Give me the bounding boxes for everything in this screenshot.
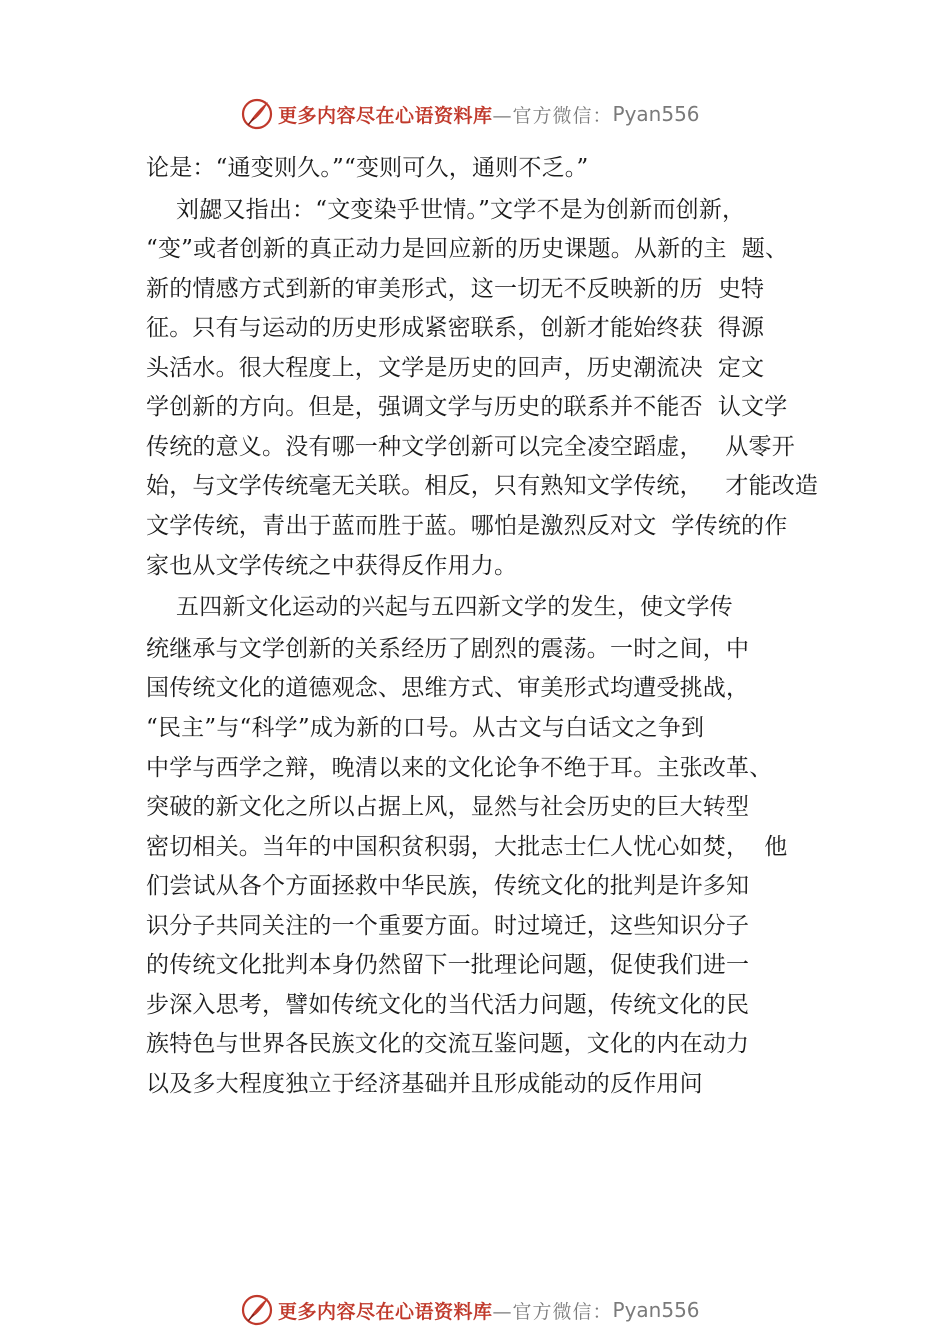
text-line: 始，与文学传统毫无关联。相反，只有熟知文学传统， 才能改造 [146, 473, 819, 499]
watermark-id: Pyan556 [612, 1298, 700, 1322]
text-line: “民主”与“科学”成为新的口号。从古文与白话文之争到 [146, 715, 705, 741]
text-line: 识分子共同关注的一个重要方面。时过境迁，这些知识分子 [146, 913, 750, 939]
text-line: 文学传统，青出于蓝而胜于蓝。哪怕是激烈反对文 学传统的作 [146, 513, 788, 539]
feather-logo-icon [240, 1293, 274, 1327]
text-line: 五四新文化运动的兴起与五四新文学的发生，使文学传 [146, 594, 733, 620]
text-line: 征。只有与运动的历史形成紧密联系，创新才能始终获 得源 [146, 315, 765, 341]
text-line: 步深入思考，譬如传统文化的当代活力问题，传统文化的民 [146, 992, 750, 1018]
text-line: 国传统文化的道德观念、思维方式、审美形式均遭受挑战， [146, 675, 750, 701]
text-line: 刘勰又指出：“文变染乎世情。”文学不是为创新而创新， [146, 197, 746, 223]
watermark-brand: 更多内容尽在心语资料库 [278, 1300, 493, 1323]
text-line: 新的情感方式到新的审美形式，这一切无不反映新的历 史特 [146, 276, 765, 302]
text-line: 族特色与世界各民族文化的交流互鉴问题，文化的内在动力 [146, 1031, 750, 1057]
feather-logo-icon [240, 97, 274, 131]
footer-watermark [240, 1293, 700, 1327]
text-line: “变”或者创新的真正动力是回应新的历史课题。从新的主 题、 [146, 236, 789, 262]
text-line: 家也从文学传统之中获得反作用力。 [146, 553, 518, 579]
text-line: 的传统文化批判本身仍然留下一批理论问题，促使我们进一 [146, 952, 750, 978]
header-watermark [240, 97, 700, 131]
text-line: 传统的意义。没有哪一种文学创新可以完全凌空蹈虚， 从零开 [146, 434, 795, 460]
watermark-channel: —官方微信： [492, 1300, 613, 1323]
text-line: 密切相关。当年的中国积贫积弱，大批志士仁人忧心如焚， 他 [146, 834, 788, 860]
text-line: 中学与西学之辩，晚清以来的文化论争不绝于耳。主张改革、 [146, 755, 773, 781]
text-line: 论是：“通变则久。”“变则可久，通则不乏。” [146, 155, 589, 181]
text-line: 突破的新文化之所以占据上风，显然与社会历史的巨大转型 [146, 794, 750, 820]
text-line: 统继承与文学创新的关系经历了剧烈的震荡。一时之间，中 [146, 636, 750, 662]
text-line: 们尝试从各个方面拯救中华民族，传统文化的批判是许多知 [146, 873, 750, 899]
watermark-id: Pyan556 [612, 102, 700, 126]
text-line: 头活水。很大程度上，文学是历史的回声，历史潮流决 定文 [146, 355, 765, 381]
text-line: 学创新的方向。但是，强调文学与历史的联系并不能否 认文学 [146, 394, 788, 420]
watermark-brand: 更多内容尽在心语资料库 [278, 104, 493, 127]
watermark-channel: —官方微信： [492, 104, 613, 127]
text-line: 以及多大程度独立于经济基础并且形成能动的反作用问 [146, 1071, 703, 1097]
